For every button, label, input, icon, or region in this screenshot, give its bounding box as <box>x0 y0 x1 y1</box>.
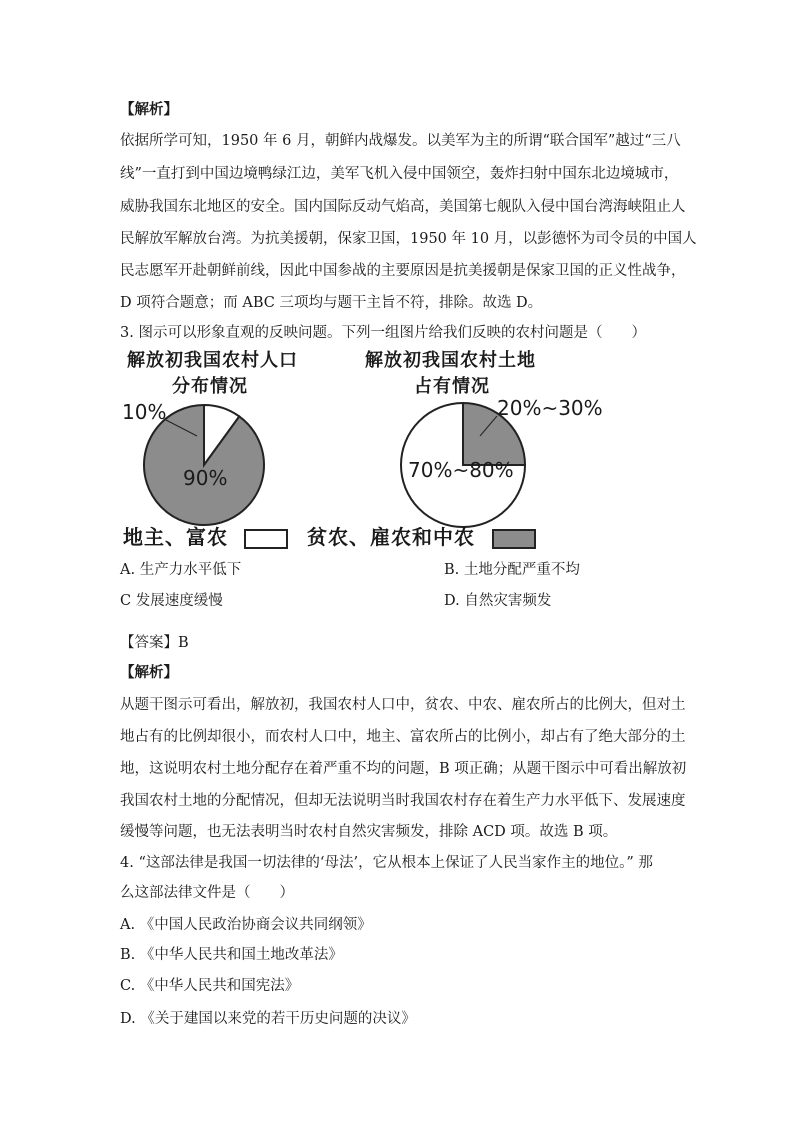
q3-analysis-heading: 【解析】 <box>120 664 178 681</box>
q3-option-b: B. 土地分配严重不均 <box>444 562 580 578</box>
q3-option-a: A. 生产力水平低下 <box>120 562 242 578</box>
q3-analysis-line: 我国农村土地的分配情况，但却无法说明当时我国农村存在着生产力水平低下、发展速度 <box>120 793 686 809</box>
analysis-line: 民解放军解放台湾。为抗美援朝，保家卫国，1950 年 10 月，以彭德怀为司令员的中国人 <box>120 231 697 247</box>
chart-2-title-line2: 占有情况 <box>414 376 490 397</box>
q3-analysis-line: 地占有的比例却很小，而农村人口中，地主、富农所占的比例小，却占有了绝大部分的土 <box>120 729 686 745</box>
chart-2-title-line1: 解放初我国农村土地 <box>365 350 536 371</box>
q4-option-a: A. 《中国人民政治协商会议共同纲领》 <box>120 917 372 933</box>
analysis-line: 依据所学可知，1950 年 6 月，朝鲜内战爆发。以美军为主的所谓“联合国军”越过“三八 <box>120 133 681 149</box>
q4-option-c: C. 《中华人民共和国宪法》 <box>120 978 300 994</box>
pie-2-label-large: 70%~80% <box>408 458 514 482</box>
question-4-stem: 么这部法律文件是（ ） <box>120 885 294 901</box>
pie-1-label-small: 10% <box>122 400 167 424</box>
question-4-stem: 4. “这部法律是我国一切法律的‘母法’，它从根本上保证了人民当家作主的地位。” 那 <box>120 855 653 871</box>
analysis-line: 民志愿军开赴朝鲜前线，因此中国参战的主要原因是抗美援朝是保家卫国的正义性战争， <box>120 263 686 279</box>
q4-option-d: D. 《关于建国以来党的若干历史问题的决议》 <box>120 1011 416 1027</box>
pie-2-label-small: 20%~30% <box>497 396 603 420</box>
analysis-line: 威胁我国东北地区的安全。国内国际反动气焰高，美国第七舰队入侵中国台湾海峡阻止人 <box>120 199 686 215</box>
q3-option-d: D. 自然灾害频发 <box>444 593 552 609</box>
q3-answer: 【答案】B <box>120 635 189 651</box>
q3-analysis-line: 地，这说明农村土地分配存在着严重不均的问题，B 项正确；从题干图示中可看出解放初 <box>120 761 687 777</box>
legend-item-peasants: 贫农、雇农和中农 <box>307 525 475 549</box>
analysis-line: 线”一直打到中国边境鸭绿江边，美军飞机入侵中国领空，轰炸扫射中国东北边境城市， <box>120 166 679 182</box>
analysis-line: D 项符合题意；而 ABC 三项均与题干主旨不符，排除。故选 D。 <box>120 295 543 311</box>
legend-item-landlord: 地主、富农 <box>123 525 228 549</box>
q3-option-c: C 发展速度缓慢 <box>120 593 223 609</box>
legend-swatch-gray <box>492 529 536 549</box>
q4-option-b: B. 《中华人民共和国土地改革法》 <box>120 947 343 963</box>
chart-1-title-line2: 分布情况 <box>172 376 248 397</box>
q3-analysis-line: 缓慢等问题，也无法表明当时农村自然灾害频发，排除 ACD 项。故选 B 项。 <box>120 824 618 840</box>
analysis-heading: 【解析】 <box>120 101 178 118</box>
chart-1-title-line1: 解放初我国农村人口 <box>127 350 298 371</box>
q3-analysis-line: 从题干图示可看出，解放初，我国农村人口中，贫农、中农、雇农所占的比例大，但对土 <box>120 697 686 713</box>
legend-swatch-white <box>244 529 288 549</box>
question-3-stem: 3. 图示可以形象直观的反映问题。下列一组图片给我们反映的农村问题是（ ） <box>120 325 646 341</box>
pie-1-label-large: 90% <box>183 466 228 490</box>
